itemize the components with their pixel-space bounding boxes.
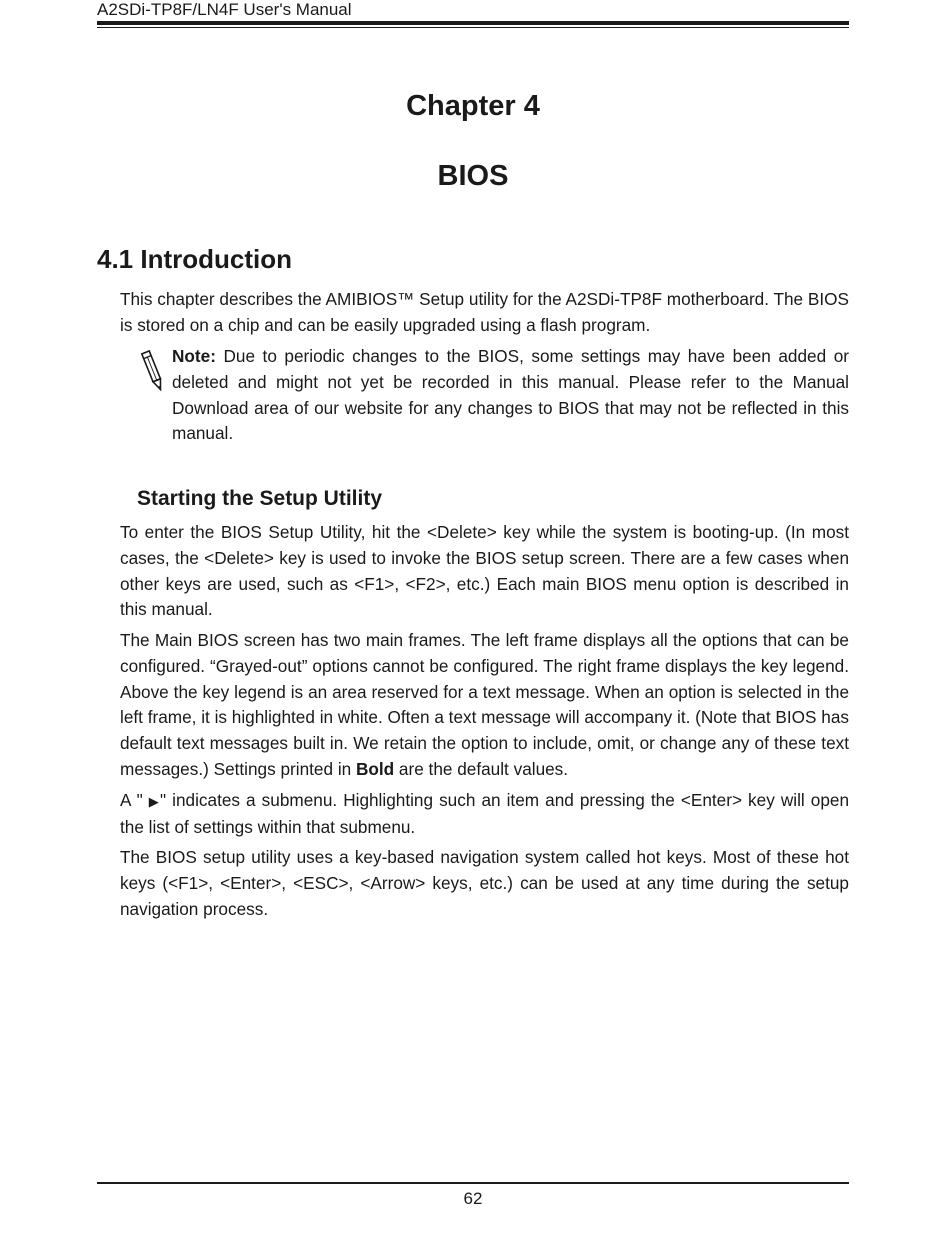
running-header: A2SDi-TP8F/LN4F User's Manual — [97, 0, 352, 19]
p2-bold-word: Bold — [355, 758, 395, 779]
submenu-arrow-icon: ▶ — [148, 794, 161, 809]
p2-text-start: The Main BIOS screen has two main frames. The left frame displays all the options that can be configured. “Grayed-out” options cannot be configured. The right frame displays the key legend. Above the key legend is an area reserved for a text message. When an option is selected in the left frame, it is highlighted in white. Often a text message will accompany it. (Note that BIOS has default text messages built in. We retain the option to include, omit, or change any of these text messages.) Settings printed in — [120, 630, 849, 779]
section-heading: 4.1 Introduction — [97, 244, 292, 274]
subsection-heading: Starting the Setup Utility — [137, 487, 383, 510]
setup-paragraph-4: The BIOS setup utility uses a key-based navigation system called hot keys. Most of these hot keys (<F1>, <Enter>, <ESC>, <Arrow> keys, etc.) can be used at any time during the setup navigation process. — [120, 847, 849, 919]
pencil-icon — [138, 348, 168, 394]
intro-paragraph: This chapter describes the AMIBIOS™ Setup utility for the A2SDi-TP8F motherboard. The BIOS is stored on a chip and can be easily upgraded using a flash program. — [120, 289, 849, 335]
note-label: Note: — [172, 346, 216, 366]
p2-text-end: are the default values. — [394, 758, 569, 779]
setup-paragraph-2 — [120, 628, 849, 783]
note-paragraph — [172, 344, 849, 447]
setup-paragraph-3 — [120, 788, 849, 841]
page-number: 62 — [463, 1189, 483, 1208]
footer-rule — [97, 1182, 849, 1184]
chapter-title: BIOS — [437, 160, 509, 192]
setup-paragraph-1: To enter the BIOS Setup Utility, hit the <Delete> key while the system is booting-up. (In most cases, the <Delete> key is used to invoke the BIOS setup screen. There are a few cases when other keys are used, such as <F1>, <F2>, etc.) Each main BIOS menu option is described in this manual. — [120, 522, 849, 620]
header-rule-thick — [97, 21, 849, 25]
note-text: Due to periodic changes to the BIOS, some settings may have been added or deleted and might not yet be recorded in this manual. Please refer to the Manual Download area of our website for any changes to BIOS that may not be reflected in this manual. — [172, 346, 849, 444]
header-rule-thin — [97, 27, 849, 28]
chapter-label: Chapter 4 — [406, 90, 540, 122]
p3-prefix: A " — [120, 790, 149, 810]
p3-suffix: " indicates a submenu. Highlighting such an item and pressing the <Enter> key will open the list of settings within that submenu. — [120, 790, 850, 837]
